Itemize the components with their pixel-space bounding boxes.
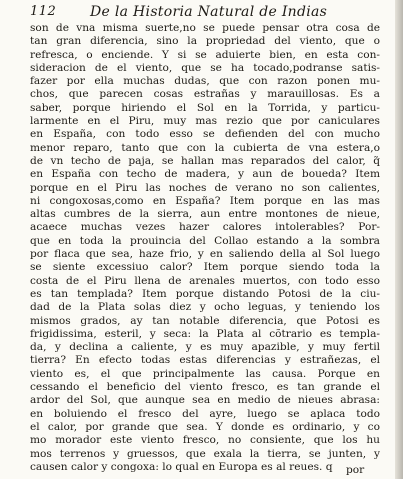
- text-line: causen calor y congoxa: lo qual en Europa es al reues. q: [30, 460, 333, 473]
- text-line: larmente en el Piru, muy mas rezio que por caniculares: [30, 115, 380, 128]
- text-line: tan gran diferencia, sino la propriedad del viento, que o: [30, 35, 380, 48]
- page-header: [30, 4, 380, 22]
- text-line: mo morador este viento fresco, no consiente, que los hu: [30, 434, 380, 447]
- catchword: por: [346, 464, 365, 476]
- text-line: se siente excessiuo calor? Item porque siendo toda la: [30, 261, 380, 274]
- text-line: saber, porque hiriendo el Sol en la Torrida, y particu-: [30, 101, 380, 114]
- text-line: que en toda la prouincia del Collao estando a la sombra: [30, 234, 380, 247]
- text-line: altas cumbres de la sierra, aun entre montones de nieue,: [30, 208, 380, 221]
- text-line: acaece muchas vezes hazer calores intolerables? Por-: [30, 221, 380, 234]
- text-line: da, y declina a caliente, y es muy apazible, y muy fertil: [30, 341, 380, 354]
- body-text: [30, 22, 380, 474]
- text-line: en España con techo de madera, y aun de boueda? Item: [30, 168, 380, 181]
- text-line: ardor del Sol, que aunque sea en medio de nieues abrasa:: [30, 394, 380, 407]
- text-line: porque en el Piru las noches de verano no son calientes,: [30, 181, 380, 194]
- text-line: ni congoxosas,como en España? Item porque en las mas: [30, 194, 380, 207]
- text-line: de vn techo de paja, se hallan mas reparados del calor, q̃: [30, 154, 380, 167]
- text-line: dad de la Plata solas diez y ocho leguas, y teniendo los: [30, 301, 380, 314]
- text-line: tierra? En efecto todas estas diferencias y estrañezas, el: [30, 354, 380, 367]
- text-line: menor reparo, tanto que con la cubierta de vna estera,o: [30, 141, 380, 154]
- text-line: es tan templada? Item porque distando Potosi de la ciu-: [30, 287, 380, 300]
- page-number: 112: [30, 4, 57, 19]
- text-line: son de vna misma suerte,no se puede pensar otra cosa de: [30, 22, 380, 34]
- page-gutter-shadow: [395, 0, 403, 479]
- text-line: refresca, o enciende. Y si se aduierte bien, en esta con-: [30, 48, 380, 61]
- text-line: fazer por ella muchas dudas, que con razon ponen mu-: [30, 75, 380, 88]
- text-line: viento es, el que principalmente las causa. Porque en: [30, 367, 380, 380]
- text-line: en España, con todo esso se defienden del con mucho: [30, 128, 380, 141]
- text-line: en boluiendo el fresco del ayre, luego se aplaca todo: [30, 407, 380, 420]
- text-line: por flaca que sea, haze frio, y en saliendo della al Sol luego: [30, 248, 380, 261]
- text-line: mos terrenos y gruessos, que exala la tierra, se junten, y: [30, 447, 380, 460]
- text-line: cessando el beneficio del viento fresco, es tan grande el: [30, 381, 380, 394]
- text-line: el calor, por grande que sea. Y donde es ordinario, y co: [30, 420, 380, 433]
- running-title: De la Historia Natural de Indias: [90, 4, 328, 20]
- text-line: costa de el Piru llena de arenales muertos, con todo esso: [30, 274, 380, 287]
- text-line: chos, que parecen cosas estrañas y marauillosas. Es a: [30, 88, 380, 101]
- text-line: sideracion de el viento, que se ha tocado,podranse satis-: [30, 61, 380, 74]
- text-line: mismos grados, ay tan notable diferencia, que Potosi es: [30, 314, 380, 327]
- text-line: frigidissima, esteril, y seca: la Plata al cõtrario es templa-: [30, 327, 380, 340]
